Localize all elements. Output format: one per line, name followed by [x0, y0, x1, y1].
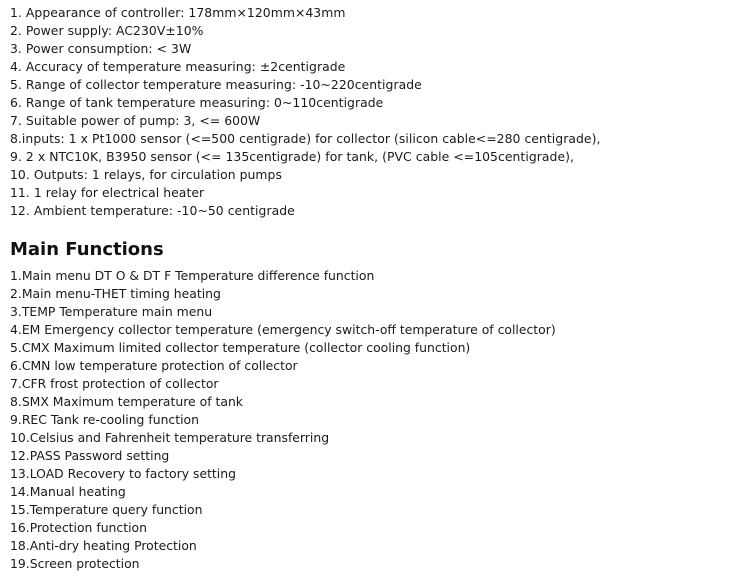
spec-item: 1. Appearance of controller: 178mm×120mm×43mm: [10, 5, 346, 20]
function-item: 10.Celsius and Fahrenheit temperature transferring: [10, 430, 330, 445]
function-item: 18.Anti-dry heating Protection: [10, 538, 197, 553]
function-item: 19.Screen protection: [10, 556, 140, 571]
spec-item: 8.inputs: 1 x Pt1000 sensor (<=500 centigrade) for collector (silicon cable<=280 centigrade),: [10, 131, 601, 146]
function-item: 8.SMX Maximum temperature of tank: [10, 394, 243, 409]
function-item: 1.Main menu DT O & DT F Temperature difference function: [10, 268, 375, 283]
section-heading: Main Functions: [10, 239, 164, 260]
spec-item: 5. Range of collector temperature measuring: -10~220centigrade: [10, 77, 422, 92]
spec-item: 3. Power consumption: < 3W: [10, 41, 192, 56]
document-page: [10, 4, 725, 573]
function-item: 16.Protection function: [10, 520, 147, 535]
function-item: 6.CMN low temperature protection of collector: [10, 358, 298, 373]
spec-item: 4. Accuracy of temperature measuring: ±2centigrade: [10, 59, 346, 74]
spec-item: 9. 2 x NTC10K, B3950 sensor (<= 135centigrade) for tank, (PVC cable <=105centigrade),: [10, 149, 574, 164]
function-item: 14.Manual heating: [10, 484, 126, 499]
function-item: 15.Temperature query function: [10, 502, 203, 517]
function-item: 13.LOAD Recovery to factory setting: [10, 466, 236, 481]
functions-list: [10, 267, 725, 573]
spec-list: [10, 4, 725, 220]
function-item: 2.Main menu-THET timing heating: [10, 286, 221, 301]
function-item: 5.CMX Maximum limited collector temperature (collector cooling function): [10, 340, 471, 355]
spec-item: 6. Range of tank temperature measuring: 0~110centigrade: [10, 95, 384, 110]
spec-item: 10. Outputs: 1 relays, for circulation pumps: [10, 167, 282, 182]
spec-item: 11. 1 relay for electrical heater: [10, 185, 205, 200]
spec-item: 12. Ambient temperature: -10~50 centigrade: [10, 203, 295, 218]
spec-item: 2. Power supply: AC230V±10%: [10, 23, 204, 38]
function-item: 9.REC Tank re-cooling function: [10, 412, 199, 427]
function-item: 7.CFR frost protection of collector: [10, 376, 219, 391]
spec-item: 7. Suitable power of pump: 3, <= 600W: [10, 113, 261, 128]
function-item: 4.EM Emergency collector temperature (emergency switch-off temperature of collector): [10, 322, 556, 337]
function-item: 3.TEMP Temperature main menu: [10, 304, 213, 319]
function-item: 12.PASS Password setting: [10, 448, 170, 463]
